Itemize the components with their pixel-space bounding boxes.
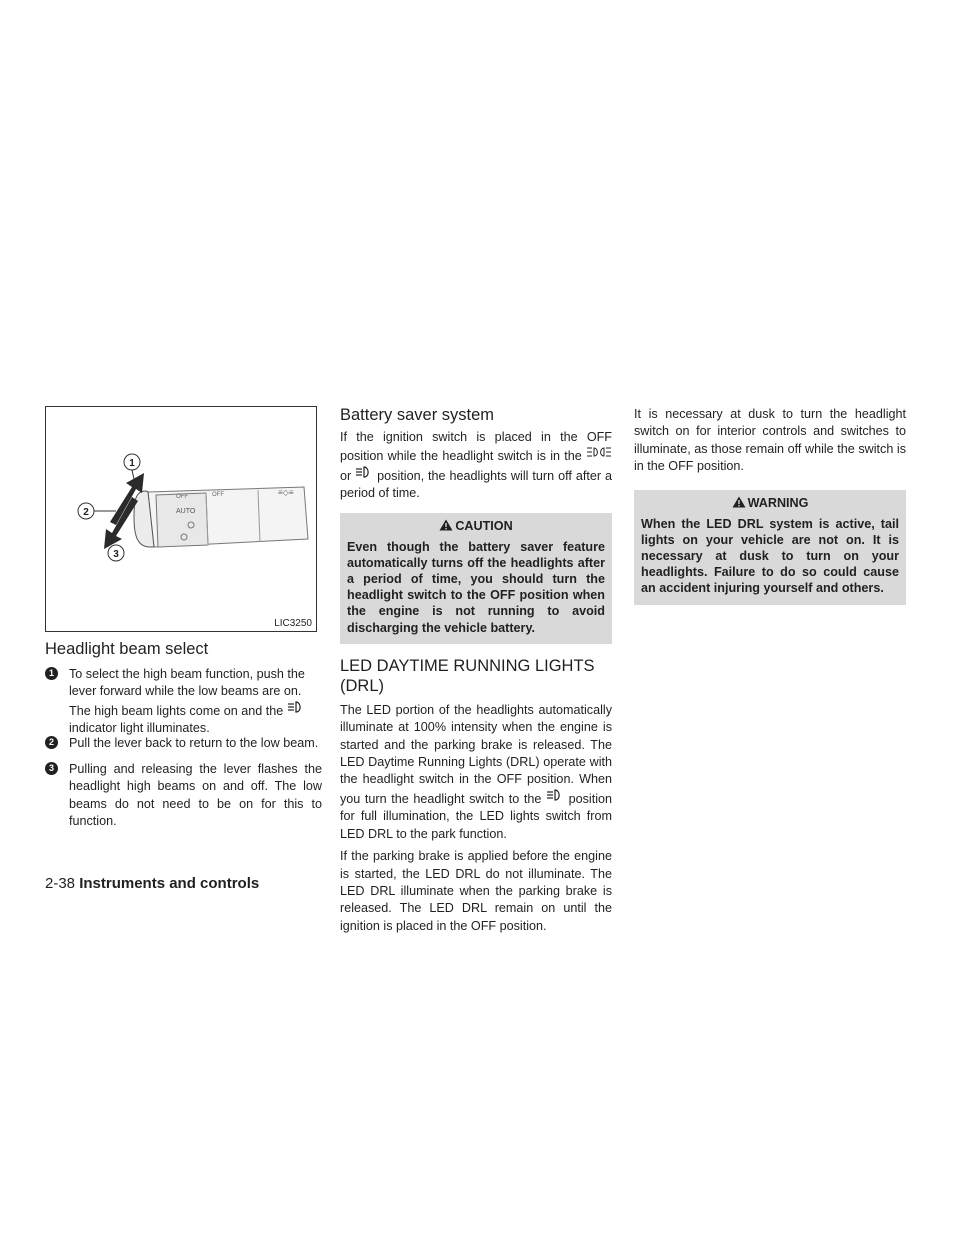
step-number: 2 bbox=[45, 736, 58, 749]
item-1-text: To select the high beam function, push the lever forward while the low beams are on. The high beam lights come on and the bbox=[69, 667, 305, 718]
heading-led-drl: LED DAYTIME RUNNING LIGHTS (DRL) bbox=[340, 656, 595, 695]
warning-header bbox=[641, 496, 899, 510]
led-drl-paragraph bbox=[340, 702, 612, 843]
lever-figure bbox=[45, 406, 317, 632]
p2-part-a: The LED portion of the headlights automatically illuminate at 100% intensity when the engine is started and the parking brake is released. The LED Daytime Running Lights (DRL) operate with the headlight switch in the OFF position. When you turn the headlight switch to the bbox=[340, 702, 612, 806]
callout-1: 1 bbox=[129, 458, 135, 469]
list-item-3 bbox=[45, 761, 322, 831]
figure-caption: LIC3250 bbox=[274, 618, 312, 629]
off-label-1: OFF bbox=[176, 494, 188, 500]
headlight-high-beam-icon bbox=[546, 789, 564, 801]
p1-part-b: or bbox=[340, 468, 352, 483]
warning-text: When the LED DRL system is active, tail lights on your vehicle are not on. It is necessary at dusk to turn on your headlights. Failure to do so could cause an accident injuring yourself and others. bbox=[641, 516, 899, 596]
dusk-paragraph: It is necessary at dusk to turn the headlight switch on for interior controls and switches to illuminate, as those remain off while the switch is in the OFF position. bbox=[634, 407, 906, 474]
caution-text: Even though the battery saver feature automatically turns off the headlights after a period of time, you should turn the headlight switch to the OFF position when the engine is not running to avoid discharging the vehicle battery. bbox=[347, 539, 605, 635]
warning-box bbox=[634, 490, 906, 605]
parking-brake-paragraph: If the parking brake is applied before the engine is started, the LED DRL do not illuminate. The LED DRL illuminate when the parking brake is released. The LED DRL remain on until the ignition is placed in the OFF position. bbox=[340, 849, 612, 933]
list-item-1 bbox=[45, 666, 322, 738]
heading-battery-saver: Battery saver system bbox=[340, 406, 495, 424]
headlight-switch-position-icon bbox=[586, 446, 612, 458]
list-item-2 bbox=[45, 735, 322, 752]
page-footer bbox=[45, 875, 259, 892]
auto-label: AUTO bbox=[176, 508, 196, 515]
item-3-text: Pulling and releasing the lever flashes the headlight high beams on and off. The low beams do not need to be on for this to function. bbox=[69, 762, 322, 829]
warning-title: WARNING bbox=[747, 495, 809, 510]
warning-triangle-icon bbox=[732, 496, 746, 508]
middle-column bbox=[340, 406, 612, 940]
item-2-text: Pull the lever back to return to the low beam. bbox=[69, 736, 319, 750]
p1-part-c: position, the headlights will turn off after a period of time. bbox=[340, 468, 613, 501]
right-column bbox=[634, 406, 906, 605]
warning-triangle-icon bbox=[439, 519, 453, 531]
step-number: 1 bbox=[45, 667, 58, 680]
battery-saver-paragraph bbox=[340, 429, 612, 503]
headlight-high-beam-icon bbox=[355, 466, 373, 478]
off-label-2: OFF bbox=[212, 492, 224, 498]
p1-part-a: If the ignition switch is placed in the OFF position while the headlight switch is in the bbox=[340, 430, 612, 464]
callout-3: 3 bbox=[113, 549, 119, 560]
page-number: 2-38 bbox=[45, 875, 76, 892]
heading-headlight-beam-select: Headlight beam select bbox=[45, 640, 209, 658]
svg-text:≡◇≡: ≡◇≡ bbox=[278, 488, 294, 497]
caution-header bbox=[347, 519, 605, 533]
lever-diagram bbox=[46, 407, 316, 631]
caution-title: CAUTION bbox=[455, 518, 513, 533]
p2-part-b: position for full illumination, the LED lights switch from LED DRL to the park function. bbox=[340, 791, 613, 841]
section-title: Instruments and controls bbox=[79, 875, 260, 892]
item-1-text-b: indicator light illuminates. bbox=[69, 721, 210, 736]
caution-box bbox=[340, 513, 612, 644]
headlight-high-beam-icon bbox=[287, 701, 305, 713]
callout-2: 2 bbox=[83, 507, 89, 518]
step-number: 3 bbox=[45, 762, 58, 775]
